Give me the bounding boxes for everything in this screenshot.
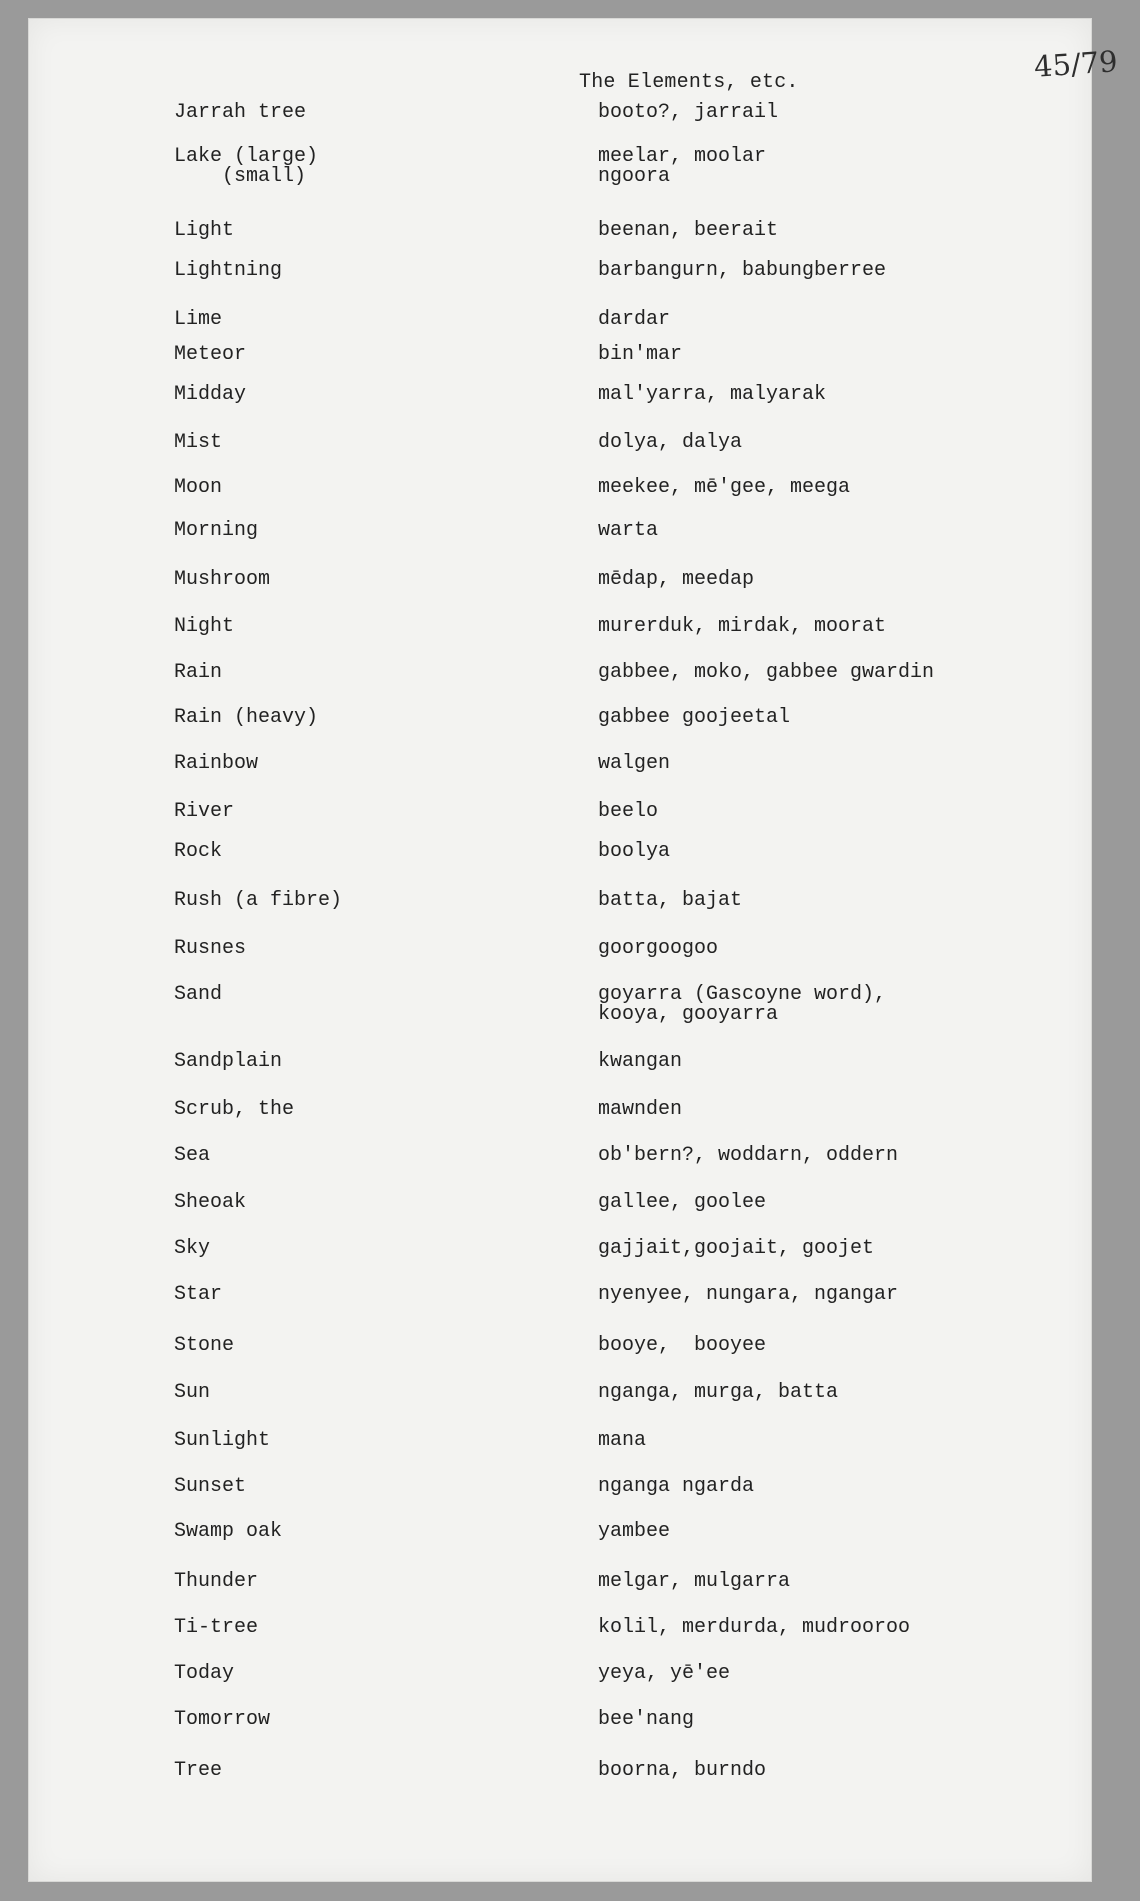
english-term: Mist [174,431,223,454]
english-term: Night [174,615,235,638]
aboriginal-words: booto?, jarrail [598,101,779,124]
aboriginal-words: goorgoogoo [598,937,719,960]
aboriginal-words: boorna, burndo [598,1759,767,1782]
english-term: Lightning [174,259,283,282]
english-term: Rusnes [174,937,247,960]
aboriginal-words: nganga, murga, batta [598,1381,839,1404]
aboriginal-words: murerduk, mirdak, moorat [598,615,887,638]
english-term: Sheoak [174,1191,247,1214]
aboriginal-words: kwangan [598,1050,683,1073]
aboriginal-words: gabbee goojeetal [598,706,791,729]
aboriginal-words: warta [598,519,659,542]
page-title: The Elements, etc. [579,71,799,94]
aboriginal-words: meekee, mē'gee, meega [598,476,851,499]
english-term: Jarrah tree [174,101,307,124]
aboriginal-words: dardar [598,308,671,331]
aboriginal-words: bee'nang [598,1708,695,1731]
aboriginal-words: meelar, moolar ngoora [598,145,767,188]
english-term: Rush (a fibre) [174,889,343,912]
aboriginal-words: mēdap, meedap [598,568,755,591]
aboriginal-words: mawnden [598,1098,683,1121]
aboriginal-words: nyenyee, nungara, ngangar [598,1283,899,1306]
english-term: Swamp oak [174,1520,283,1543]
english-term: Tomorrow [174,1708,271,1731]
english-term: Ti-tree [174,1616,259,1639]
aboriginal-words: beenan, beerait [598,219,779,242]
english-term: Sunset [174,1475,247,1498]
english-term: Rain [174,661,223,684]
aboriginal-words: booye, booyee [598,1334,767,1357]
english-term: River [174,800,235,823]
english-term: Tree [174,1759,223,1782]
english-term: Sky [174,1237,211,1260]
english-term: Mushroom [174,568,271,591]
english-term: Sand [174,983,223,1006]
aboriginal-words: boolya [598,840,671,863]
aboriginal-words: nganga ngarda [598,1475,755,1498]
aboriginal-words: goyarra (Gascoyne word), kooya, gooyarra [598,983,887,1026]
aboriginal-words: walgen [598,752,671,775]
english-term: Light [174,219,235,242]
english-term: Sea [174,1144,211,1167]
english-term: Sun [174,1381,211,1404]
aboriginal-words: beelo [598,800,659,823]
aboriginal-words: ob'bern?, woddarn, oddern [598,1144,899,1167]
english-term: Sandplain [174,1050,283,1073]
aboriginal-words: kolil, merdurda, mudrooroo [598,1616,911,1639]
english-term: Scrub, the [174,1098,295,1121]
english-term: Today [174,1662,235,1685]
english-term: Midday [174,383,247,406]
page-number: 45/79 [1032,44,1119,84]
english-term: Thunder [174,1570,259,1593]
english-term: Star [174,1283,223,1306]
aboriginal-words: bin'mar [598,343,683,366]
english-term: Meteor [174,343,247,366]
aboriginal-words: gajjait,goojait, goojet [598,1237,875,1260]
english-term: Moon [174,476,223,499]
aboriginal-words: yambee [598,1520,671,1543]
aboriginal-words: gabbee, moko, gabbee gwardin [598,661,935,684]
english-term: Rock [174,840,223,863]
english-term: Stone [174,1334,235,1357]
english-term: Sunlight [174,1429,271,1452]
english-term: Rainbow [174,752,259,775]
english-term: Rain (heavy) [174,706,319,729]
aboriginal-words: yeya, yē'ee [598,1662,731,1685]
aboriginal-words: melgar, mulgarra [598,1570,791,1593]
aboriginal-words: gallee, goolee [598,1191,767,1214]
aboriginal-words: mal'yarra, malyarak [598,383,827,406]
aboriginal-words: dolya, dalya [598,431,743,454]
english-term: Lime [174,308,223,331]
aboriginal-words: batta, bajat [598,889,743,912]
aboriginal-words: mana [598,1429,647,1452]
aboriginal-words: barbangurn, babungberree [598,259,887,282]
english-term: Lake (large) (small) [174,145,319,188]
english-term: Morning [174,519,259,542]
